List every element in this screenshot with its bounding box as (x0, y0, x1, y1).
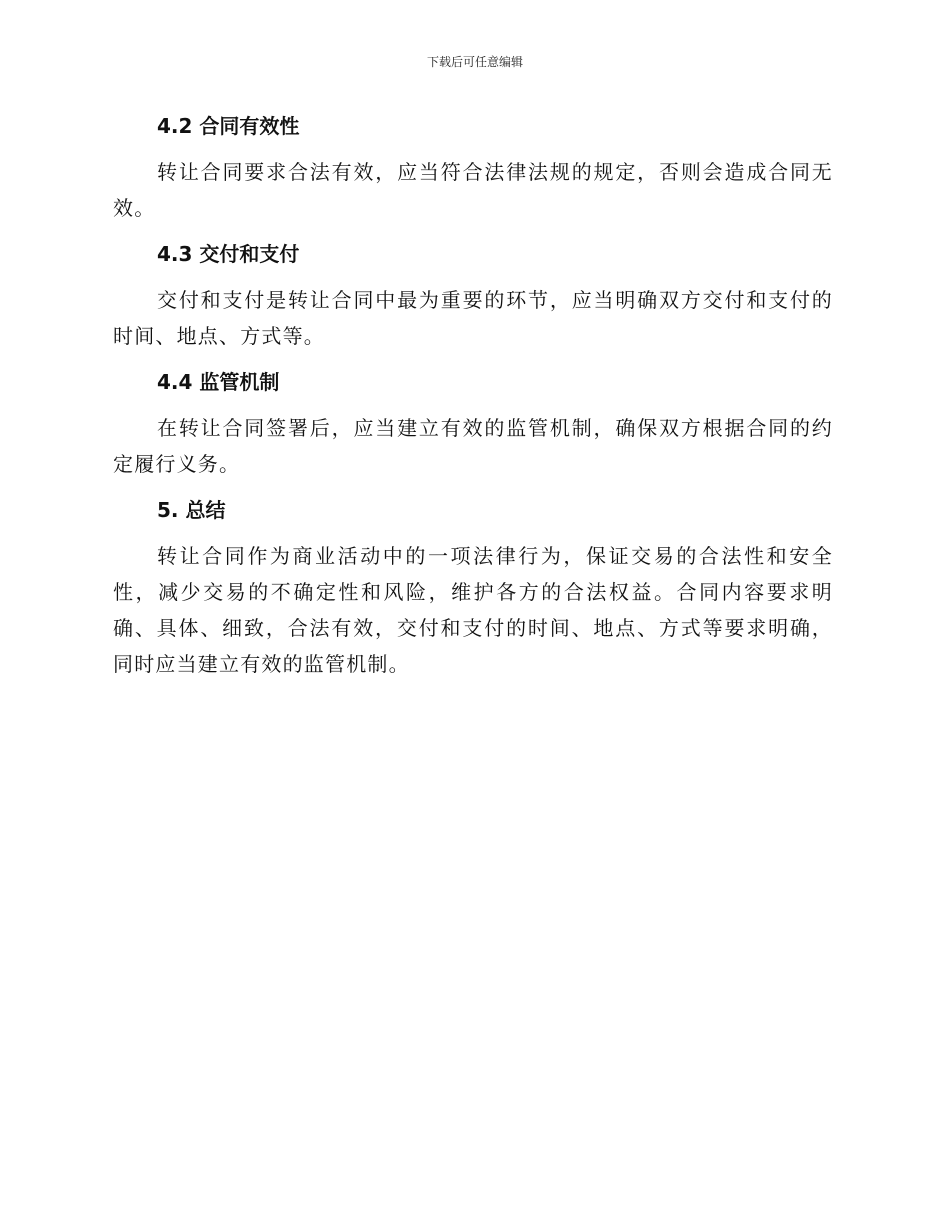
section-heading: 4.4 监管机制 (157, 370, 280, 394)
page-header: 下载后可任意编辑 (426, 55, 523, 69)
document-body (113, 108, 833, 692)
section-paragraph: 交付和支付是转让合同中最为重要的环节，应当明确双方交付和支付的时间、地点、方式等。 (113, 288, 833, 348)
section-supervision-mechanism (113, 364, 833, 482)
section-heading: 5. 总结 (157, 498, 226, 522)
section-paragraph: 转让合同要求合法有效，应当符合法律法规的规定，否则会造成合同无效。 (113, 160, 833, 220)
section-contract-validity (113, 108, 833, 226)
section-paragraph: 在转让合同签署后，应当建立有效的监管机制，确保双方根据合同的约定履行义务。 (113, 416, 833, 476)
section-paragraph: 转让合同作为商业活动中的一项法律行为，保证交易的合法性和安全性，减少交易的不确定性和风险，维护各方的合法权益。合同内容要求明确、具体、细致，合法有效，交付和支付的时间、地点、方式等要求明确，同时应当建立有效的监管机制。 (113, 544, 833, 676)
section-heading: 4.3 交付和支付 (157, 242, 300, 266)
section-delivery-payment (113, 236, 833, 354)
section-heading: 4.2 合同有效性 (157, 114, 300, 138)
section-summary (113, 492, 833, 682)
